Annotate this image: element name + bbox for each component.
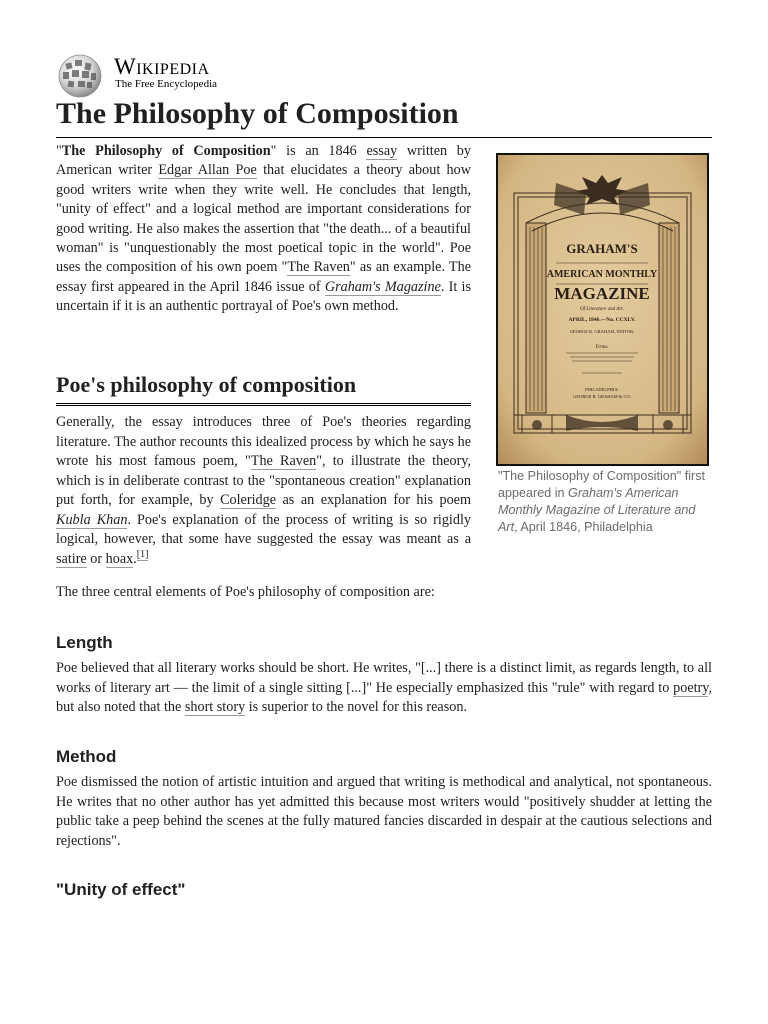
grahams-magazine-cover-image[interactable] xyxy=(496,153,709,466)
paragraph-text: or xyxy=(86,550,106,567)
intro-text: " is an 1846 xyxy=(270,143,367,159)
paragraph-text: , but also noted that the xyxy=(56,679,712,715)
cover-city: PHILADELPHIA: xyxy=(585,387,619,392)
wikipedia-tagline: The Free Encyclopedia xyxy=(115,78,218,90)
cover-publisher: GEORGE R. GRAHAM & CO. xyxy=(573,394,631,399)
caption-italic-title: Graham's American Monthly Magazine of Literature and Art xyxy=(498,486,696,534)
caption-text: "The Philosophy of Composition" first appeared in xyxy=(498,469,706,500)
intro-text: " xyxy=(56,143,62,159)
caption-text: , April 1846, Philadelphia xyxy=(514,520,653,534)
intro-text: " as an example. The essay first appeared in the April 1846 issue of xyxy=(56,259,471,295)
wikipedia-globe-icon xyxy=(56,54,104,98)
intro-paragraph xyxy=(56,142,471,317)
elements-intro-paragraph: The three central elements of Poe's philosophy of composition are: xyxy=(56,584,435,600)
link-short-story[interactable]: short story xyxy=(184,699,246,715)
intro-text: written by American writer xyxy=(56,143,471,179)
cover-terms: Terms: xyxy=(595,345,609,350)
paragraph-text: as an explanation for his poem xyxy=(276,492,471,508)
link-kubla-khan[interactable]: Kubla Khan xyxy=(56,511,128,528)
link-essay[interactable]: essay xyxy=(366,143,398,159)
paragraph-text: . xyxy=(133,550,137,567)
cover-issue-date: APRIL, 1846.—No. CCXLV. xyxy=(568,317,636,323)
wordmark-text: Wikipedia xyxy=(114,54,210,79)
link-the-raven-2[interactable]: The Raven xyxy=(250,453,317,469)
link-edgar-allan-poe[interactable]: Edgar Allan Poe xyxy=(158,162,257,179)
paragraph-text: is superior to the novel for this reason. xyxy=(245,699,467,715)
method-paragraph: Poe dismissed the notion of artistic intuition and argued that writing is methodical and analytical, not spontaneous. He writes that no other author has yet admitted this because most writers would "positively shudder at letting the public take a peep behind the scenes at the fully matured fancies discarded in despair at the cautious selections and rejections". xyxy=(56,774,712,849)
figure-caption xyxy=(498,468,710,536)
intro-text: that elucidates a theory about how good writers write when they write well. He concludes that length, "unity of effect" and a logical method are important considerations for good writing. He also makes the assertion that "the death... of a beautiful woman" is "unquestionably the most poetical topic in the world". Poe uses the composition of his own poem " xyxy=(56,162,471,276)
cover-editor: GEORGE R. GRAHAM, EDITOR. xyxy=(569,329,635,334)
section-paragraph xyxy=(56,413,471,569)
cover-title-magazine: MAGAZINE xyxy=(554,284,650,303)
paragraph-text: Poe believed that all literary works should be short. He writes, "[...] there is a distinct limit, as regards length, to all works of literary art — the limit of a single sitting [...]" He especially emphasized this "rule" with regard to xyxy=(56,660,712,696)
link-coleridge[interactable]: Coleridge xyxy=(220,492,277,508)
cover-title-american-monthly: AMERICAN MONTHLY xyxy=(546,269,658,280)
section-heading-unity-of-effect: "Unity of effect" xyxy=(56,880,186,899)
link-hoax[interactable]: hoax xyxy=(105,550,134,567)
intro-text: . It is uncertain if it is an authentic portrayal of Poe's own method. xyxy=(56,278,471,315)
intro-bold-title: The Philosophy of Composition xyxy=(61,143,271,159)
section-heading-philosophy: Poe's philosophy of composition xyxy=(56,370,471,406)
link-poetry[interactable]: poetry xyxy=(673,679,709,696)
length-paragraph xyxy=(56,659,712,718)
cover-subtitle: Of Literature and Art. xyxy=(580,307,624,312)
section-heading-length: Length xyxy=(56,633,113,652)
reference-1[interactable]: [1] xyxy=(136,548,149,560)
link-satire[interactable]: satire xyxy=(56,550,87,567)
wikipedia-wordmark xyxy=(114,56,210,78)
link-the-raven[interactable]: The Raven xyxy=(287,259,350,276)
paragraph-text: . Poe's explanation of the process of writing is so rigidly logical, however, that some have suggested the essay was meant as a xyxy=(56,511,471,547)
magazine-cover-illustration xyxy=(496,153,709,466)
section-heading-method: Method xyxy=(56,747,117,766)
paragraph-text: ", to illustrate the theory, which is in deliberate contrast to the "spontaneous creation" explanation put forth, for example, by xyxy=(56,453,472,508)
page-title: The Philosophy of Composition xyxy=(56,94,712,138)
paragraph-text: Generally, the essay introduces three of Poe's theories regarding literature. The author recounts this idealized process by which he says he wrote his most famous poem, " xyxy=(56,414,471,469)
link-grahams-magazine[interactable]: Graham's Magazine xyxy=(324,278,441,295)
cover-title-grahams: GRAHAM'S xyxy=(566,241,638,256)
